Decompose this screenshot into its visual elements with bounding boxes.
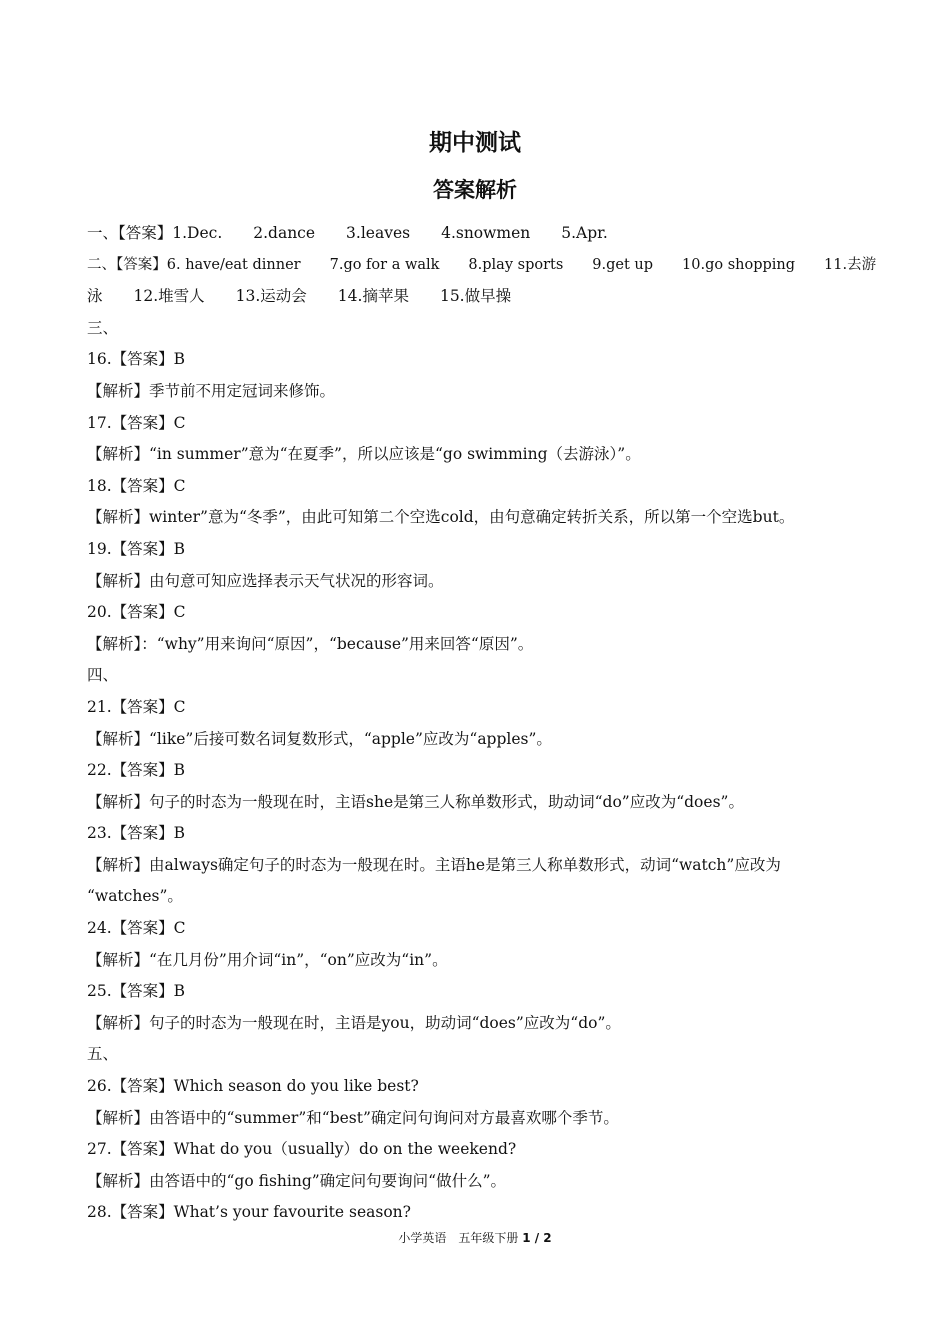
- line-text: 27.【答案】What do you（usually）do on the weekend?: [87, 1140, 517, 1159]
- text-line: [87, 534, 877, 566]
- text-line: [87, 850, 877, 882]
- line-text: 【解析】由句意可知应选择表示天气状况的形容词。: [87, 571, 444, 590]
- text-line: [87, 976, 877, 1008]
- line-text: 【解析】winter”意为“冬季”，由此可知第二个空选cold，由句意确定转折关系，所以第一个空选but。: [87, 508, 795, 527]
- text-line: [87, 408, 877, 440]
- line-text: 一、【答案】1.Dec. 2.dance 3.leaves 4.snowmen 5.Apr.: [87, 224, 608, 242]
- text-line: [87, 566, 877, 598]
- text-line: [87, 1103, 877, 1135]
- text-line: [87, 471, 877, 503]
- line-text: 【解析】季节前不用定冠词来修饰。: [87, 381, 336, 400]
- line-text: 22.【答案】B: [87, 761, 186, 780]
- line-text: 【解析】“like”后接可数名词复数形式，“apple”应改为“apples”。: [87, 729, 552, 748]
- text-line: [87, 1197, 877, 1229]
- page-footer: [0, 1229, 950, 1246]
- line-text: 20.【答案】C: [87, 603, 186, 622]
- line-text: 17.【答案】C: [87, 413, 186, 432]
- text-line: [87, 660, 877, 692]
- line-text: 【解析】：“why”用来询问“原因”，“because”用来回答“原因”。: [87, 634, 534, 653]
- page-title: 期中测试: [429, 130, 521, 156]
- line-text: 【解析】由答语中的“summer”和“best”确定问句询问对方最喜欢哪个季节。: [87, 1108, 619, 1127]
- line-text: 四、: [87, 666, 119, 685]
- text-line: [87, 818, 877, 850]
- answer-body: [87, 218, 877, 1229]
- line-text: 28.【答案】What’s your favourite season?: [87, 1203, 411, 1222]
- line-text: 18.【答案】C: [87, 476, 186, 495]
- text-line: [87, 376, 877, 408]
- text-line: [87, 629, 877, 661]
- line-text: 【解析】句子的时态为一般现在时，主语she是第三人称单数形式，助动词“do”应改为“does”。: [87, 792, 744, 811]
- text-line: [87, 1166, 877, 1198]
- page-number: 1 / 2: [522, 1231, 552, 1245]
- text-line: [87, 250, 877, 282]
- text-line: [87, 787, 877, 819]
- text-line: [87, 439, 877, 471]
- text-line: [87, 755, 877, 787]
- line-text: 16.【答案】B: [87, 350, 186, 369]
- text-line: [87, 1008, 877, 1040]
- text-line: [87, 313, 877, 345]
- line-text: 23.【答案】B: [87, 824, 186, 843]
- text-line: [87, 881, 877, 913]
- line-text: 19.【答案】B: [87, 539, 186, 558]
- line-text: 25.【答案】B: [87, 982, 186, 1001]
- line-text: 五、: [87, 1045, 119, 1064]
- text-line: [87, 502, 877, 534]
- text-line: [87, 1039, 877, 1071]
- text-line: [87, 724, 877, 756]
- text-line: [87, 597, 877, 629]
- line-text: 21.【答案】C: [87, 697, 186, 716]
- line-text: 三、: [87, 318, 119, 337]
- text-line: [87, 692, 877, 724]
- line-text: 24.【答案】C: [87, 919, 186, 938]
- page-subtitle: 答案解析: [433, 178, 517, 202]
- text-line: [87, 913, 877, 945]
- line-text: “watches”。: [87, 887, 183, 906]
- text-line: [87, 1134, 877, 1166]
- text-line: [87, 1071, 877, 1103]
- text-line: [87, 218, 877, 250]
- text-line: [87, 281, 877, 313]
- line-text: 二、【答案】6. have/eat dinner 7.go for a walk 8.play sports 9.get up 10.go shopping 11.去游: [87, 256, 877, 273]
- line-text: 26.【答案】Which season do you like best?: [87, 1077, 419, 1096]
- line-text: 泳 12.堆雪人 13.运动会 14.摘苹果 15.做早操: [87, 287, 512, 306]
- line-text: 【解析】“in summer”意为“在夏季”，所以应该是“go swimming（去游泳）”。: [87, 445, 641, 464]
- line-text: 【解析】由always确定句子的时态为一般现在时。主语he是第三人称单数形式，动词“watch”应改为: [87, 855, 781, 874]
- line-text: 【解析】“在几月份”用介词“in”，“on”应改为“in”。: [87, 950, 448, 969]
- text-line: [87, 344, 877, 376]
- line-text: 【解析】句子的时态为一般现在时，主语是you，助动词“does”应改为“do”。: [87, 1013, 621, 1032]
- line-text: 【解析】由答语中的“go fishing”确定问句要询问“做什么”。: [87, 1171, 507, 1190]
- footer-text: 小学英语 五年级下册: [398, 1231, 519, 1245]
- text-line: [87, 945, 877, 977]
